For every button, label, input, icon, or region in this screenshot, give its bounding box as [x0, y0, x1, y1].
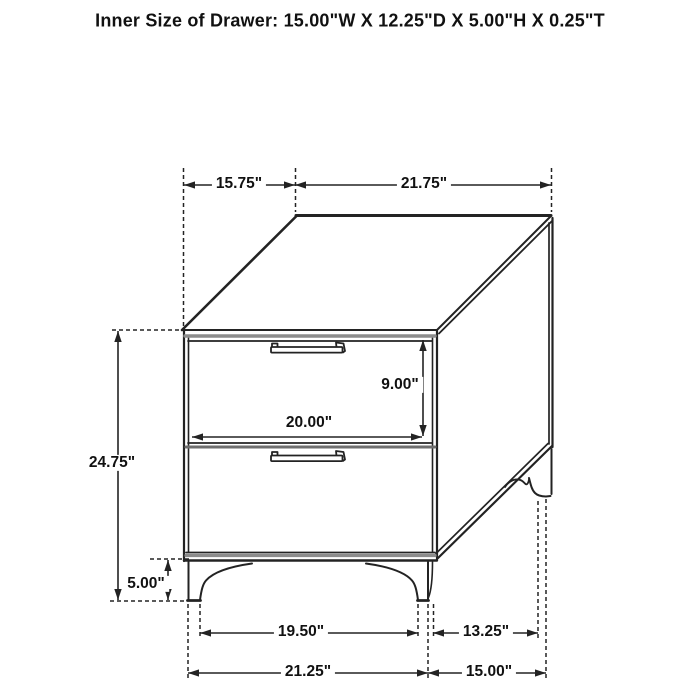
nightstand-side-panel — [436, 218, 553, 559]
front-right-leg — [366, 562, 433, 601]
dimension-label-top-depth: 21.75" — [397, 176, 451, 192]
drawer-2-handle — [271, 451, 345, 461]
back-right-leg — [505, 449, 552, 497]
dimension-label-drawer-front-height: 9.00" — [377, 377, 423, 393]
dimension-label-side-feet-span: 13.25" — [459, 624, 513, 640]
dimension-label-base-side-depth: 15.00" — [462, 664, 516, 680]
handle-bar — [271, 347, 343, 353]
dimension-label-top-side-width: 15.75" — [212, 176, 266, 192]
dimension-label-leg-height: 5.00" — [123, 576, 169, 592]
diagram-title: Inner Size of Drawer: 15.00"W X 12.25"D X 5.00"H X 0.25"T — [95, 10, 605, 31]
front-left-leg — [188, 562, 253, 601]
handle-bar — [271, 456, 343, 462]
dimension-label-front-feet-span: 19.50" — [274, 624, 328, 640]
drawer-1-handle — [271, 343, 345, 353]
dimension-label-drawer-front-width: 20.00" — [282, 415, 336, 431]
nightstand-front-panel — [184, 329, 437, 561]
dimension-label-base-front-width: 21.25" — [281, 664, 335, 680]
dimension-label-overall-height: 24.75" — [85, 455, 139, 471]
nightstand-top-panel — [182, 216, 553, 334]
